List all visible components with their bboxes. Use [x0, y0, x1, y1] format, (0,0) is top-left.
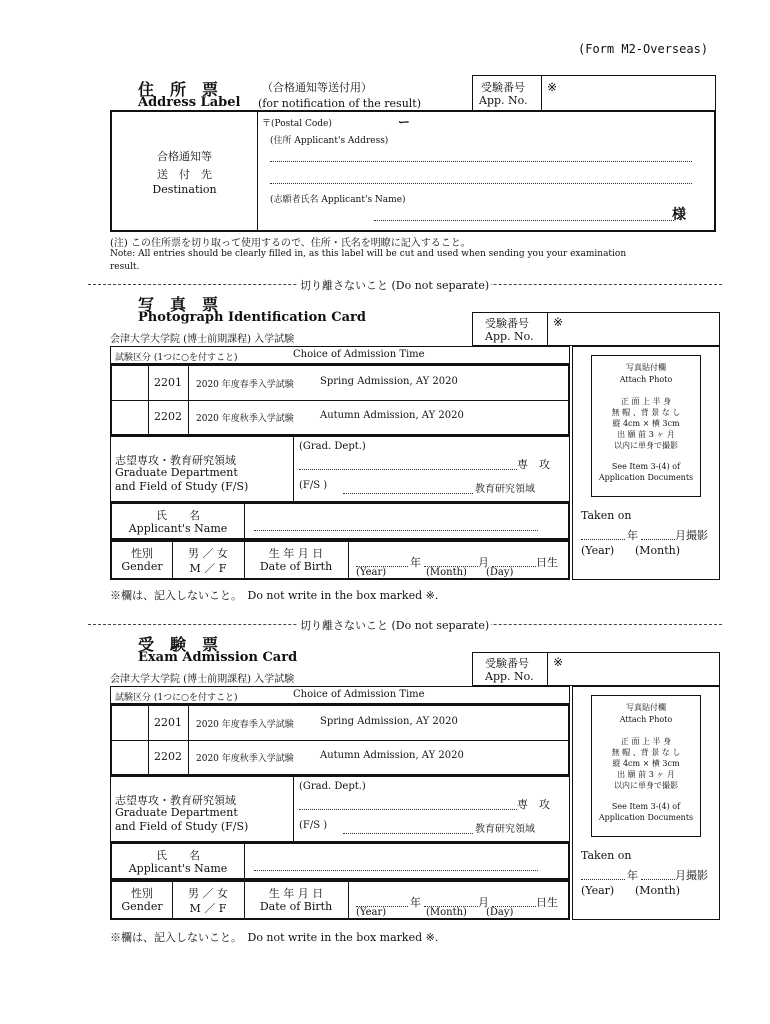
- gender-choice-en[interactable]: M ／ F: [189, 562, 227, 575]
- card-title-en: Photograph Identification Card: [138, 310, 366, 325]
- address-label-title-en-note: (for notification of the result): [258, 97, 422, 110]
- app-no-mark: ※: [547, 80, 558, 94]
- gender-choice-jp[interactable]: 男 ／ 女: [188, 887, 228, 900]
- choice-label-en: Choice of Admission Time: [293, 349, 425, 360]
- dob-year-en: (Year): [356, 567, 387, 578]
- choice-jp-2201: 2020 年度春季入学試験: [196, 380, 294, 390]
- dob-label-jp: 生 年 月 日: [268, 887, 324, 900]
- photo-req-5: 以内に単身で撮影: [614, 781, 678, 790]
- taken-month-en: (Month): [635, 544, 681, 557]
- choice-options: [110, 704, 570, 776]
- choice-circle-cell-2202[interactable]: [112, 740, 148, 774]
- choice-circle-cell-2202[interactable]: [112, 400, 148, 434]
- card-app-no-en: App. No.: [485, 330, 534, 343]
- card-app-no-box: [472, 312, 720, 346]
- photo-attach-area[interactable]: [591, 355, 701, 497]
- dob-year-en: (Year): [356, 907, 387, 918]
- card-title-jp: 受 験 票: [138, 635, 219, 654]
- dob-label-en: Date of Birth: [259, 560, 333, 573]
- postal-code-label: 〒(Postal Code): [262, 119, 332, 129]
- photo-attach-area[interactable]: [591, 695, 701, 837]
- applicant-name-line[interactable]: [254, 530, 538, 531]
- fs-line[interactable]: [343, 833, 473, 834]
- postal-dash: ー: [398, 115, 411, 129]
- separator-text: 切り離さないこと (Do not separate): [300, 619, 490, 632]
- name-line[interactable]: [374, 220, 674, 221]
- card-exam-name: 会津大学大学院 (博士前期課程) 入学試験: [110, 674, 295, 685]
- choice-header: [110, 686, 570, 704]
- grad-dept-label: (Grad. Dept.): [299, 781, 366, 792]
- dept-label-jp: 志望専攻・教育研究領域: [115, 794, 236, 807]
- dept-row: [110, 436, 570, 502]
- applicant-name-en: Applicant's Name: [128, 522, 228, 535]
- separator-text: 切り離さないこと (Do not separate): [300, 279, 490, 292]
- address-app-no-box: [472, 75, 716, 111]
- dob-month-en: (Month): [426, 907, 467, 918]
- separator-2: [88, 618, 722, 630]
- app-no-label-en: App. No.: [479, 94, 528, 107]
- dob-month-en: (Month): [426, 567, 467, 578]
- choice-en-2202: Autumn Admission, AY 2020: [320, 410, 464, 421]
- taken-month-line[interactable]: [641, 879, 675, 880]
- taken-year-line[interactable]: [581, 539, 625, 540]
- card-app-no-mark: ※: [553, 655, 564, 669]
- taken-on-label: Taken on: [581, 849, 632, 862]
- taken-month-jp: 月撮影: [675, 869, 708, 882]
- photo-id-card: [0, 292, 770, 612]
- fs-label: (F/S ): [299, 820, 328, 831]
- dob-day-en: (Day): [486, 907, 514, 918]
- applicant-name-en: Applicant's Name: [128, 862, 228, 875]
- card-footnote: ※欄は、記入しないこと。 Do not write in the box marked ※.: [110, 589, 439, 602]
- exam-admission-card: [0, 632, 770, 952]
- destination-jp-2: 送 付 先: [157, 168, 212, 181]
- card-app-no-mark: ※: [553, 315, 564, 329]
- gender-label-jp: 性別: [131, 887, 153, 900]
- taken-on-label: Taken on: [581, 509, 632, 522]
- form-id: (Form M2-Overseas): [578, 42, 709, 56]
- honorific-sama: 様: [672, 207, 686, 223]
- dob-month-jp: 月: [478, 556, 489, 569]
- address-field-label: (住所 Applicant's Address): [270, 136, 389, 146]
- dob-year-jp: 年: [410, 896, 421, 909]
- separator-1: [88, 278, 722, 290]
- dob-label-jp: 生 年 月 日: [268, 547, 324, 560]
- gender-dob-row: [110, 540, 570, 580]
- senko-label: 専 攻: [517, 798, 550, 811]
- taken-month-en: (Month): [635, 884, 681, 897]
- address-note-en-1: Note: All entries should be clearly filled in, as this label will be cut and used when sending you your examination: [110, 249, 627, 259]
- grad-dept-line[interactable]: [299, 809, 517, 810]
- choice-options: [110, 364, 570, 436]
- choice-code-2201: 2201: [154, 376, 182, 389]
- photo-req-1: 正 面 上 半 身: [620, 397, 672, 406]
- applicant-name-jp: 氏 名: [156, 849, 200, 862]
- photo-req-2: 無 帽 、背 景 な し: [611, 408, 681, 417]
- choice-jp-2202: 2020 年度秋季入学試験: [196, 754, 294, 764]
- taken-year-jp: 年: [627, 529, 638, 542]
- dept-label-en-2: and Field of Study (F/S): [115, 820, 249, 833]
- dept-label-en-2: and Field of Study (F/S): [115, 480, 249, 493]
- choice-en-2201: Spring Admission, AY 2020: [320, 716, 458, 727]
- name-row: [110, 502, 570, 540]
- photo-title-en: Attach Photo: [619, 715, 673, 724]
- photo-see-2: Application Documents: [598, 813, 694, 822]
- dob-day-jp: 日生: [536, 556, 558, 569]
- grad-dept-line[interactable]: [299, 469, 517, 470]
- choice-label-jp: 試験区分 (1つに○を付すこと): [115, 353, 238, 363]
- dob-label-en: Date of Birth: [259, 900, 333, 913]
- name-field-label: (志願者氏名 Applicant's Name): [270, 195, 406, 205]
- choice-code-2202: 2202: [154, 410, 182, 423]
- address-line-2[interactable]: [270, 183, 692, 184]
- fs-line[interactable]: [343, 493, 473, 494]
- gender-choice-jp[interactable]: 男 ／ 女: [188, 547, 228, 560]
- address-note-en-2: result.: [110, 262, 140, 272]
- photo-req-3: 縦 4cm × 横 3cm: [612, 759, 680, 768]
- choice-label-en: Choice of Admission Time: [293, 689, 425, 700]
- dob-day-jp: 日生: [536, 896, 558, 909]
- photo-req-4: 出 願 前 3 ヶ 月: [617, 430, 675, 439]
- dept-label-en-1: Graduate Department: [115, 806, 238, 819]
- choice-en-2202: Autumn Admission, AY 2020: [320, 750, 464, 761]
- card-app-no-jp: 受験番号: [485, 657, 529, 670]
- photo-req-3: 縦 4cm × 横 3cm: [612, 419, 680, 428]
- card-app-no-jp: 受験番号: [485, 317, 529, 330]
- senko-label: 専 攻: [517, 458, 550, 471]
- gender-label-en: Gender: [121, 900, 163, 913]
- gender-dob-row: [110, 880, 570, 920]
- photo-see-1: See Item 3-(4) of: [611, 462, 681, 471]
- photo-req-2: 無 帽 、背 景 な し: [611, 748, 681, 757]
- dept-label-en-1: Graduate Department: [115, 466, 238, 479]
- choice-label-jp: 試験区分 (1つに○を付すこと): [115, 693, 238, 703]
- card-exam-name: 会津大学大学院 (博士前期課程) 入学試験: [110, 334, 295, 345]
- card-app-no-box: [472, 652, 720, 686]
- taken-year-jp: 年: [627, 869, 638, 882]
- dob-month-jp: 月: [478, 896, 489, 909]
- name-row: [110, 842, 570, 880]
- choice-jp-2201: 2020 年度春季入学試験: [196, 720, 294, 730]
- gender-label-jp: 性別: [131, 547, 153, 560]
- card-app-no-en: App. No.: [485, 670, 534, 683]
- choice-circle-cell-2201[interactable]: [112, 366, 148, 400]
- taken-month-jp: 月撮影: [675, 529, 708, 542]
- destination-jp-1: 合格通知等: [157, 150, 212, 163]
- photo-title-en: Attach Photo: [619, 375, 673, 384]
- applicant-name-jp: 氏 名: [156, 509, 200, 522]
- card-title-jp: 写 真 票: [138, 295, 219, 314]
- photo-see-1: See Item 3-(4) of: [611, 802, 681, 811]
- photo-title-jp: 写真貼付欄: [626, 363, 666, 372]
- ryoiki-label: 教育研究領域: [475, 484, 535, 495]
- address-label-title-en: Address Label: [138, 95, 241, 110]
- address-destination-box: [110, 110, 716, 232]
- photo-req-5: 以内に単身で撮影: [614, 441, 678, 450]
- choice-en-2201: Spring Admission, AY 2020: [320, 376, 458, 387]
- address-label-title-jp-note: （合格通知等送付用）: [262, 81, 372, 94]
- dept-row: [110, 776, 570, 842]
- dept-label-jp: 志望専攻・教育研究領域: [115, 454, 236, 467]
- card-title-en: Exam Admission Card: [138, 650, 298, 665]
- photo-box: [572, 346, 720, 580]
- taken-year-line[interactable]: [581, 879, 625, 880]
- destination-en: Destination: [152, 183, 217, 196]
- ryoiki-label: 教育研究領域: [475, 824, 535, 835]
- taken-year-en: (Year): [581, 544, 615, 557]
- app-no-label-jp: 受験番号: [481, 81, 525, 94]
- choice-circle-cell-2201[interactable]: [112, 706, 148, 740]
- photo-box: [572, 686, 720, 920]
- address-label-title-jp: 住 所 票: [138, 80, 219, 99]
- applicant-name-line[interactable]: [254, 870, 538, 871]
- gender-label-en: Gender: [121, 560, 163, 573]
- photo-title-jp: 写真貼付欄: [626, 703, 666, 712]
- choice-code-2202: 2202: [154, 750, 182, 763]
- address-note-jp: (注) この住所票を切り取って使用するので、住所・氏名を明瞭に記入すること。: [110, 238, 471, 249]
- fs-label: (F/S ): [299, 480, 328, 491]
- taken-year-en: (Year): [581, 884, 615, 897]
- card-footnote: ※欄は、記入しないこと。 Do not write in the box marked ※.: [110, 931, 439, 944]
- choice-code-2201: 2201: [154, 716, 182, 729]
- photo-req-1: 正 面 上 半 身: [620, 737, 672, 746]
- dob-year-jp: 年: [410, 556, 421, 569]
- gender-choice-en[interactable]: M ／ F: [189, 902, 227, 915]
- choice-jp-2202: 2020 年度秋季入学試験: [196, 414, 294, 424]
- dob-day-en: (Day): [486, 567, 514, 578]
- grad-dept-label: (Grad. Dept.): [299, 441, 366, 452]
- photo-req-4: 出 願 前 3 ヶ 月: [617, 770, 675, 779]
- choice-header: [110, 346, 570, 364]
- photo-see-2: Application Documents: [598, 473, 694, 482]
- address-line-1[interactable]: [270, 161, 692, 162]
- taken-month-line[interactable]: [641, 539, 675, 540]
